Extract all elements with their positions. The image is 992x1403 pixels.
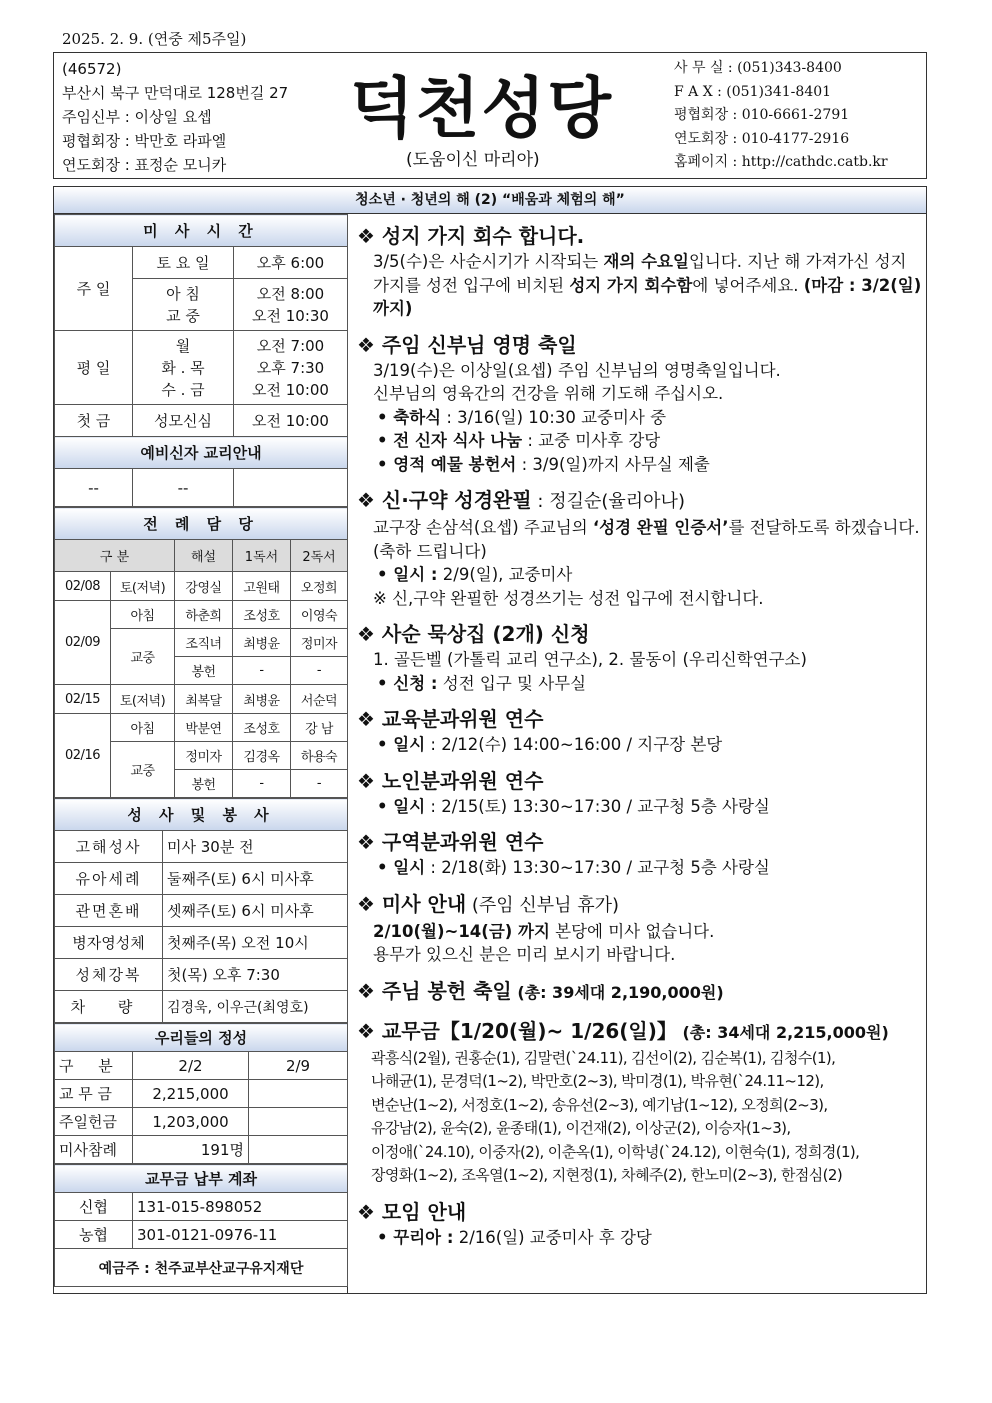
offering-value: 2,215,000 <box>133 1080 249 1108</box>
council-president: 평협회장 : 박만호 라파엘 <box>62 132 227 150</box>
bullet-value: : 3/16(일) 10:30 교중미사 중 <box>441 407 667 427</box>
parish-name: 덕천성당 <box>350 70 614 147</box>
title-text: ❖ 신·구약 성경완필 <box>357 488 532 512</box>
liturgy-header: 2독서 <box>291 540 348 572</box>
liturgy-cell: 조성호 <box>233 714 291 742</box>
liturgy-date: 02/08 <box>55 572 111 601</box>
news-bullet <box>357 429 922 453</box>
weekday-label: 평 일 <box>55 331 133 405</box>
monday-label: 월 <box>175 336 191 355</box>
news-bullet <box>357 453 922 477</box>
sacrament-title: 성 사 및 봉 사 <box>55 799 348 831</box>
text: 입니다. 지난 해 가져가신 성지 가지를 성전 입구에 비치된 <box>373 252 907 295</box>
liturgy-cell: 하춘희 <box>175 601 233 629</box>
news-column <box>357 222 922 1259</box>
news-title <box>357 1017 922 1047</box>
liturgy-cell: 조직녀 <box>175 629 233 657</box>
liturgy-cell: 김경옥 <box>233 742 291 770</box>
offering-label: 교 무 금 <box>55 1080 133 1108</box>
sacrament-time: 김경욱, 이우근(최영호) <box>163 991 348 1023</box>
bullet-key: • 영적 예물 봉헌서 <box>377 454 517 474</box>
bullet-key: • 축하식 <box>377 407 442 427</box>
wed-fri-label: 수 . 금 <box>161 380 205 399</box>
news-title: ❖ 사순 묵상집 (2개) 신청 <box>357 622 590 646</box>
office-phone: 사 무 실 : (051)343-8400 <box>674 60 842 76</box>
liturgy-mass: 아침 <box>111 601 175 629</box>
news-body <box>357 250 922 321</box>
sacrament-name: 관면혼배 <box>55 895 163 927</box>
emphasis: 성지 가지 회수함 <box>569 275 693 295</box>
pastor: 주임신부 : 이상일 요셉 <box>62 108 212 126</box>
gyojung-mass-label: 교 중 <box>166 306 200 325</box>
fax: F A X : (051)341-8401 <box>674 83 832 100</box>
bullet-value: : 3/9(일)까지 사무실 제출 <box>516 454 710 474</box>
sunday-times <box>234 279 348 331</box>
liturgy-cell: 최복달 <box>175 685 233 714</box>
text: 3/5(수)은 사순시기가 시작되는 <box>373 252 604 271</box>
sunday-masses <box>133 279 234 331</box>
bullet-value: : 2/12(수) 14:00~16:00 / 지구장 본당 <box>425 735 723 754</box>
parish-info <box>62 57 288 177</box>
liturgy-cell: 최병윤 <box>233 629 291 657</box>
emphasis: 2/10(월)~14(금) 까지 <box>373 921 550 941</box>
news-item-education-training <box>357 705 922 757</box>
sunday-label: 주 일 <box>55 247 133 331</box>
liturgy-mass: 토(저녁) <box>111 572 175 601</box>
bullet-key: • 일시 <box>377 858 426 877</box>
bullet-key: • 전 신자 식사 나눔 <box>377 431 523 450</box>
sacrament-time: 둘째주(토) 6시 미사후 <box>163 863 348 895</box>
sacrament-name: 병자영성체 <box>55 927 163 959</box>
bullet-value: : 2/18(화) 13:30~17:30 / 교구청 5층 사랑실 <box>425 858 770 877</box>
bullet-value: 성전 입구 및 사무실 <box>437 673 587 693</box>
news-item-mass-notice <box>357 890 922 967</box>
news-title <box>357 977 922 1007</box>
bank-name: 신협 <box>55 1193 133 1221</box>
liturgy-title: 전 례 담 당 <box>55 508 348 540</box>
mass-schedule-table <box>54 214 348 507</box>
mass-schedule-title: 미 사 시 간 <box>55 215 348 247</box>
sacrament-table <box>54 798 348 1023</box>
news-title: ❖ 구역분과위원 연수 <box>357 830 544 854</box>
dues-names-line: 곽흥식(2월), 권홍순(1), 김말련(`24.11), 김선이(2), 김순복(1), 김청수(1), <box>371 1048 836 1067</box>
liturgy-mass: 토(저녁) <box>111 685 175 714</box>
news-body: 1. 골든벨 (가톨릭 교리 연구소), 2. 물동이 (우리신학연구소) <box>373 650 807 669</box>
offering-value: 1,203,000 <box>133 1108 249 1136</box>
account-number: 301-0121-0976-11 <box>133 1221 348 1249</box>
first-friday-label: 첫 금 <box>55 405 133 437</box>
liturgy-cell: 최병윤 <box>233 685 291 714</box>
liturgy-cell: - <box>233 770 291 798</box>
emphasis: (마감 : 3/2(일) 까지) <box>373 275 922 318</box>
offertory-label: 봉헌 <box>175 657 233 685</box>
bulletin-date: 2025. 2. 9. (연중 제5주일) <box>62 30 247 48</box>
news-title: ❖ 성지 가지 회수 합니다. <box>357 224 585 248</box>
news-bullet <box>357 1226 922 1250</box>
dues-names-line: 이정애(`24.10), 이중자(2), 이춘옥(1), 이학녕(`24.12), 이현숙(1), 정희경(1), <box>371 1142 860 1161</box>
morning-mass-label: 아 침 <box>166 284 200 303</box>
liturgy-cell: 조성호 <box>233 601 291 629</box>
liturgy-cell: 오정희 <box>291 572 348 601</box>
news-item-meetings <box>357 1198 922 1250</box>
liturgy-cell: - <box>233 657 291 685</box>
address: 부산시 북구 만덕대로 128번길 27 <box>62 84 289 102</box>
offering-value: 191명 <box>133 1136 249 1164</box>
year-theme-banner: 청소년 · 청년의 해 (2) “배움과 체험의 해” <box>53 186 927 214</box>
liturgy-mass: 교중 <box>111 629 175 685</box>
liturgy-date: 02/15 <box>55 685 111 714</box>
text: 에 넣어주세요. <box>692 275 804 295</box>
news-note: ※ 신,구약 완필한 성경쓰기는 성전 입구에 전시합니다. <box>373 588 764 608</box>
sacrament-name: 차 량 <box>55 991 163 1023</box>
parish-patron: (도움이신 마리아) <box>406 150 540 170</box>
news-bullet <box>357 795 922 819</box>
news-title <box>357 890 922 920</box>
bullet-value: 2/16(일) 교중미사 후 강당 <box>453 1227 652 1247</box>
sacrament-name: 유아세례 <box>55 863 163 895</box>
tue-thu-time: 오후 7:30 <box>256 358 325 377</box>
bullet-key: • 꾸리아 : <box>377 1227 454 1247</box>
account-title: 교무금 납부 계좌 <box>55 1165 348 1193</box>
emphasis: 재의 수요일 <box>603 252 689 271</box>
first-friday-time: 오전 10:00 <box>234 405 348 437</box>
yeondo-president: 연도회장 : 표정순 모니카 <box>62 156 227 174</box>
first-friday-devotion: 성모신심 <box>133 405 234 437</box>
liturgy-mass: 아침 <box>111 714 175 742</box>
news-title: ❖ 모임 안내 <box>357 1199 467 1224</box>
news-body: 3/19(수)은 이상일(요셉) 주임 신부님의 영명축일입니다. <box>373 360 781 380</box>
depositor: 예금주 : 천주교부산교구유지재단 <box>55 1249 348 1287</box>
news-bullet <box>357 406 922 430</box>
catechumen-cell: -- <box>133 469 234 507</box>
bullet-key: • 일시 <box>377 735 426 754</box>
news-title <box>357 486 922 516</box>
news-item-presentation-feast <box>357 977 922 1007</box>
news-item-palm-collection <box>357 222 922 321</box>
liturgy-date: 02/16 <box>55 714 111 798</box>
bullet-value: : 교중 미사후 강당 <box>522 431 661 450</box>
title-text: ❖ 주님 봉헌 축일 <box>357 978 512 1003</box>
text: 교구장 손삼석(요셉) 주교님의 <box>373 518 593 537</box>
council-phone: 평협회장 : 010-6661-2791 <box>674 107 850 123</box>
emphasis: ‘성경 완필 인증서’ <box>592 518 729 537</box>
liturgy-cell: 서순덕 <box>291 685 348 714</box>
title-text: ❖ 미사 안내 <box>357 891 467 916</box>
contact-info <box>674 57 888 175</box>
bulletin-body <box>53 214 927 1294</box>
news-body: 용무가 있으신 분은 미리 보시기 바랍니다. <box>373 945 676 964</box>
offertory-label: 봉헌 <box>175 770 233 798</box>
title-note: (총: 34세대 2,215,000원) <box>676 1022 889 1042</box>
title-text: : 정길순(율리아나) <box>531 491 685 512</box>
account-number: 131-015-898052 <box>133 1193 348 1221</box>
news-bullet <box>357 856 922 880</box>
offering-value <box>249 1080 348 1108</box>
liturgy-header: 1독서 <box>233 540 291 572</box>
bullet-value: : 2/15(토) 13:30~17:30 / 교구청 5층 사랑실 <box>425 796 770 816</box>
dues-names-line: 장영화(1~2), 조옥열(1~2), 지현정(1), 차혜주(2), 한노미(2~3), 한점심(2) <box>371 1166 843 1184</box>
news-item-senior-training <box>357 767 922 819</box>
title-note: (주임 신부님 휴가) <box>466 894 620 916</box>
liturgy-cell: 정미자 <box>291 629 348 657</box>
news-title: ❖ 노인분과위원 연수 <box>357 768 544 793</box>
sacrament-time: 셋째주(토) 6시 미사후 <box>163 895 348 927</box>
offering-header: 구 분 <box>55 1052 133 1080</box>
liturgy-cell: - <box>291 657 348 685</box>
news-body <box>357 920 922 944</box>
liturgy-header: 구 분 <box>55 540 175 572</box>
catechumen-title: 예비신자 교리안내 <box>55 437 348 469</box>
sacrament-name: 성체강복 <box>55 959 163 991</box>
news-title: ❖ 교육분과위원 연수 <box>357 707 544 731</box>
offering-label: 미사참례 <box>55 1136 133 1164</box>
liturgy-cell: - <box>291 770 348 798</box>
news-item-pastor-feast <box>357 331 922 477</box>
liturgy-table <box>54 507 348 798</box>
offering-table <box>54 1023 348 1164</box>
news-item-bible-transcription <box>357 486 922 610</box>
wed-fri-time: 오전 10:00 <box>252 380 329 399</box>
postal-code: (46572) <box>62 60 122 78</box>
account-table <box>54 1164 348 1287</box>
sacrament-time: 미사 30분 전 <box>163 831 348 863</box>
news-body <box>357 516 922 563</box>
liturgy-cell: 고원태 <box>233 572 291 601</box>
monday-time: 오전 7:00 <box>256 336 325 355</box>
bullet-key: • 일시 : <box>377 565 438 584</box>
news-item-district-training <box>357 828 922 880</box>
title-note: (총: 39세대 2,190,000원) <box>511 982 724 1002</box>
news-item-dues <box>357 1017 922 1188</box>
catechumen-cell <box>234 469 348 507</box>
bullet-value: 2/9(일), 교중미사 <box>437 565 573 584</box>
morning-mass-time: 오전 8:00 <box>256 284 325 303</box>
bulletin-header <box>53 52 927 179</box>
left-column <box>54 214 348 1293</box>
text: 를 전달하도록 하겠습니다. (축하 드립니다) <box>373 518 920 561</box>
liturgy-cell: 강 남 <box>291 714 348 742</box>
news-title: ❖ 주임 신부님 영명 축일 <box>357 332 577 357</box>
liturgy-cell: 박분연 <box>175 714 233 742</box>
bullet-key: • 신청 : <box>377 673 438 693</box>
title-text: ❖ 교무금【1/20(월)~ 1/26(일)】 <box>357 1018 677 1043</box>
liturgy-date: 02/09 <box>55 601 111 685</box>
liturgy-cell: 이영숙 <box>291 601 348 629</box>
offering-value <box>249 1108 348 1136</box>
liturgy-mass: 교중 <box>111 742 175 798</box>
offering-value <box>249 1136 348 1164</box>
bank-name: 농협 <box>55 1221 133 1249</box>
dues-names-line: 유강남(2), 윤숙(2), 윤종태(1), 이건재(2), 이상군(2), 이승자(1~3), <box>371 1119 791 1137</box>
news-bullet <box>357 733 922 757</box>
news-body: 신부님의 영육간의 건강을 위해 기도해 주십시오. <box>373 384 724 403</box>
news-bullet <box>357 563 922 587</box>
bullet-key: • 일시 <box>377 796 426 816</box>
news-item-lent-booklet <box>357 620 922 695</box>
dues-names-line: 나해균(1), 문경덕(1~2), 박만호(2~3), 박미경(1), 박유현(`24.11~12), <box>371 1072 824 1090</box>
offering-header: 2/9 <box>249 1052 348 1080</box>
offering-header: 2/2 <box>133 1052 249 1080</box>
tue-thu-label: 화 . 목 <box>161 358 205 377</box>
liturgy-cell: 하용숙 <box>291 742 348 770</box>
homepage: 홈페이지 : http://cathdc.catb.kr <box>674 154 888 170</box>
liturgy-cell: 정미자 <box>175 742 233 770</box>
offering-label: 주일헌금 <box>55 1108 133 1136</box>
sacrament-time: 첫째주(목) 오전 10시 <box>163 927 348 959</box>
liturgy-header: 해설 <box>175 540 233 572</box>
catechumen-cell: -- <box>55 469 133 507</box>
gyojung-mass-time: 오전 10:30 <box>252 306 329 325</box>
yeondo-phone: 연도회장 : 010-4177-2916 <box>674 130 850 147</box>
dues-names-line: 변순난(1~2), 서정호(1~2), 송유선(2~3), 예기남(1~12), 오정희(2~3), <box>371 1095 828 1114</box>
liturgy-cell: 강영실 <box>175 572 233 601</box>
text: 본당에 미사 없습니다. <box>549 921 715 941</box>
saturday-time: 오후 6:00 <box>234 247 348 279</box>
weekday-days <box>133 331 234 405</box>
offering-title: 우리들의 정성 <box>55 1024 348 1052</box>
weekday-times <box>234 331 348 405</box>
sacrament-name: 고해성사 <box>55 831 163 863</box>
news-bullet <box>357 672 922 696</box>
sacrament-time: 첫(목) 오후 7:30 <box>163 959 348 991</box>
saturday-label: 토 요 일 <box>133 247 234 279</box>
